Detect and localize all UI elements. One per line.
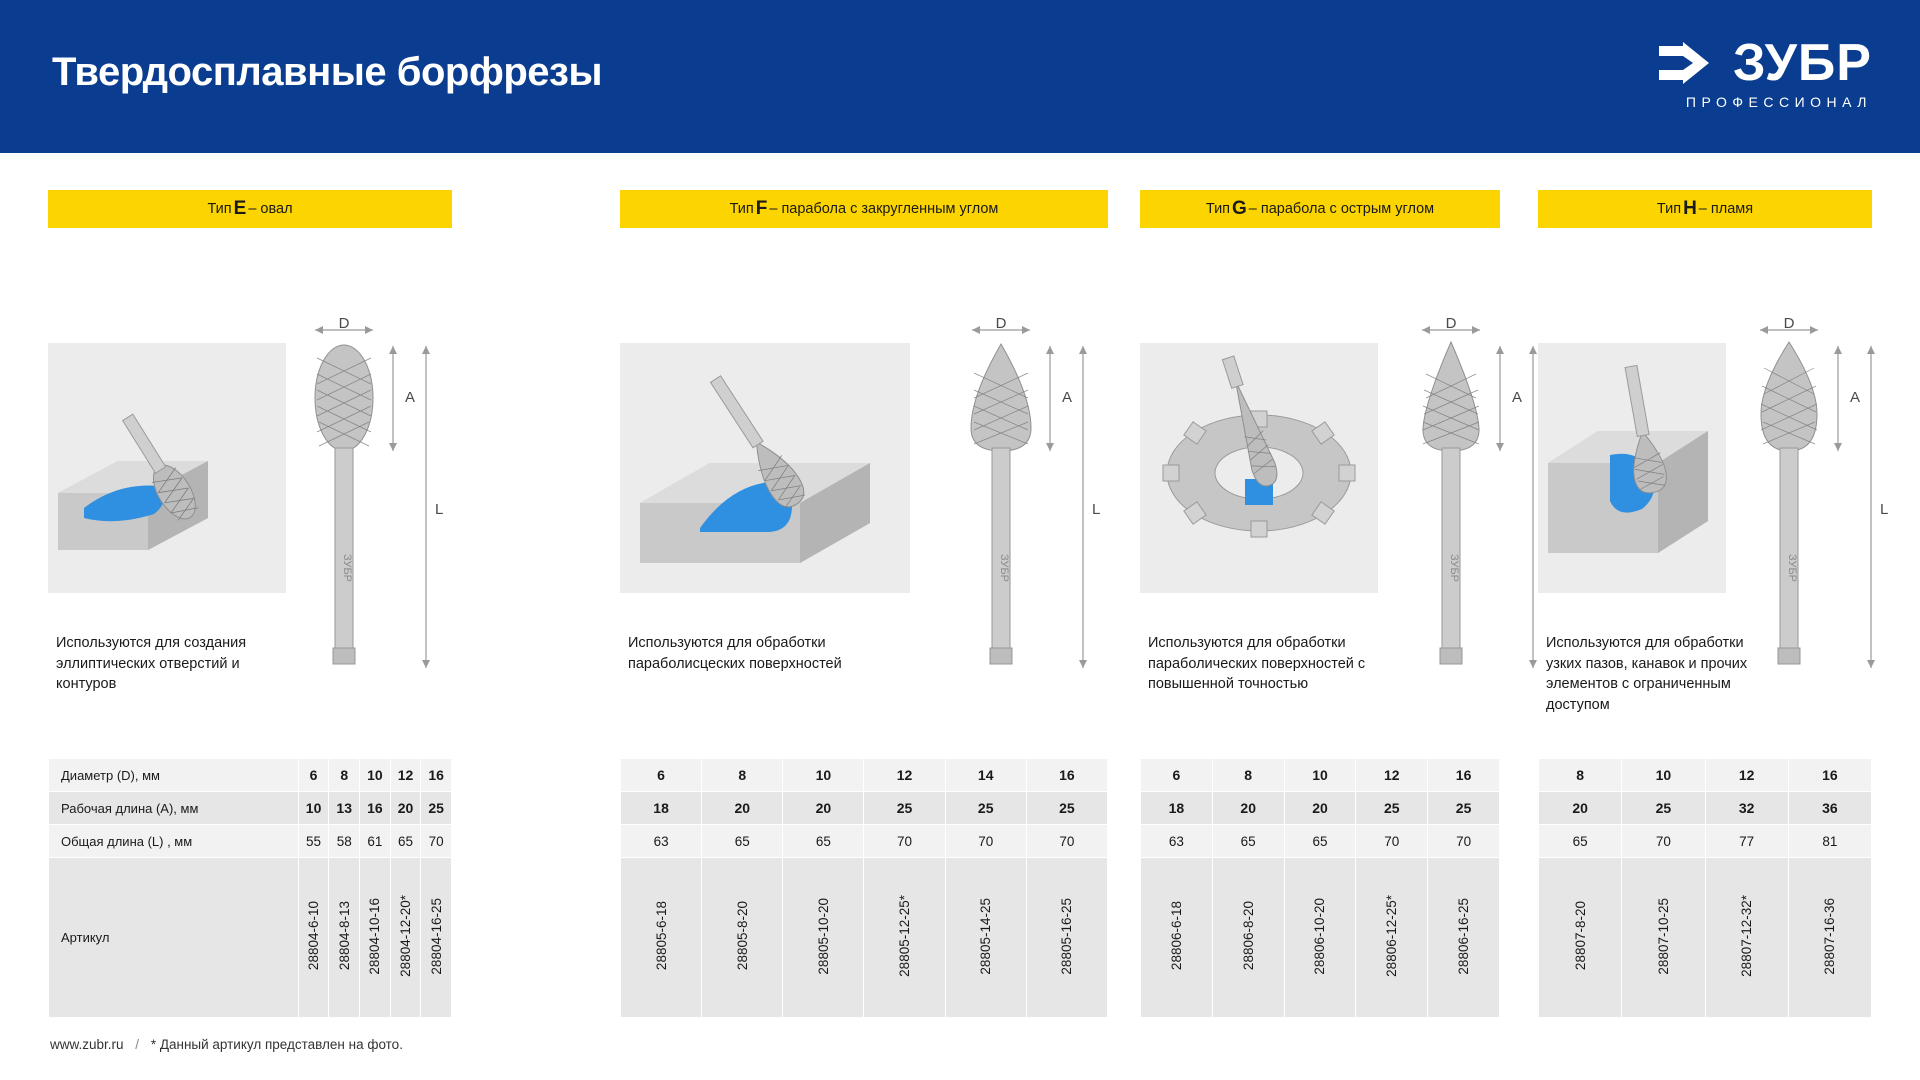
cell-total-length: 70 <box>1622 825 1705 858</box>
cell-diameter: 6 <box>1141 759 1213 792</box>
table-row <box>49 858 452 1018</box>
cell-total-length: 65 <box>702 825 783 858</box>
product-column-e <box>48 190 452 1018</box>
row-label-total-length: Общая длина (L) , мм <box>49 825 299 858</box>
table-row <box>1141 858 1500 1018</box>
cell-work-length: 25 <box>421 792 452 825</box>
article-code: 28805-10-20 <box>815 897 831 975</box>
cell-article <box>298 858 329 1018</box>
table-row <box>621 858 1108 1018</box>
article-code: 28807-8-20 <box>1572 901 1588 971</box>
badge-suffix: – парабола с закругленным углом <box>769 201 999 217</box>
cell-article <box>1705 858 1788 1018</box>
badge-letter: F <box>755 198 768 219</box>
cell-diameter: 16 <box>1788 759 1871 792</box>
article-code: 28806-6-18 <box>1168 901 1184 971</box>
cell-work-length: 10 <box>298 792 329 825</box>
application-photo-f <box>620 343 910 593</box>
application-photo-h <box>1538 343 1726 593</box>
svg-text:A: A <box>405 389 416 406</box>
article-code: 28805-8-20 <box>734 901 750 971</box>
cell-work-length: 25 <box>1356 792 1428 825</box>
cell-diameter: 16 <box>421 759 452 792</box>
cell-diameter: 12 <box>1705 759 1788 792</box>
cell-diameter: 6 <box>298 759 329 792</box>
type-badge-e <box>48 190 452 228</box>
spec-table-h <box>1538 758 1872 1018</box>
usage-description-e: Используются для создания эллиптических отверстий и контуров <box>56 635 247 693</box>
type-badge-h <box>1538 190 1872 228</box>
cell-diameter: 16 <box>1026 759 1107 792</box>
cell-diameter: 14 <box>945 759 1026 792</box>
cell-diameter: 8 <box>329 759 360 792</box>
table-row <box>621 759 1108 792</box>
article-code: 28806-12-25* <box>1384 895 1400 977</box>
cell-total-length: 65 <box>1539 825 1622 858</box>
article-code: 28806-10-20 <box>1312 897 1328 975</box>
illustration-h <box>1538 238 1889 758</box>
cell-diameter: 12 <box>1356 759 1428 792</box>
table-row <box>1539 825 1872 858</box>
cell-total-length: 70 <box>1026 825 1107 858</box>
cell-work-length: 25 <box>1622 792 1705 825</box>
cell-total-length: 65 <box>1284 825 1356 858</box>
cell-work-length: 20 <box>702 792 783 825</box>
illustration-e <box>48 238 452 758</box>
svg-text:L: L <box>1092 501 1101 518</box>
type-badge-g <box>1140 190 1500 228</box>
cell-article <box>1284 858 1356 1018</box>
svg-text:ЗУБР: ЗУБР <box>1786 553 1798 583</box>
cell-article <box>360 858 391 1018</box>
cell-diameter: 10 <box>360 759 391 792</box>
website-link[interactable]: www.zubr.ru <box>50 1037 124 1052</box>
cell-total-length: 55 <box>298 825 329 858</box>
cell-diameter: 8 <box>1212 759 1284 792</box>
cell-article <box>1539 858 1622 1018</box>
cell-total-length: 63 <box>621 825 702 858</box>
table-row <box>49 792 452 825</box>
article-code: 28807-10-25 <box>1655 897 1671 975</box>
cell-diameter: 10 <box>783 759 864 792</box>
cell-article <box>1788 858 1871 1018</box>
svg-text:ЗУБР: ЗУБР <box>998 553 1010 583</box>
cell-article <box>1141 858 1213 1018</box>
cell-diameter: 10 <box>1622 759 1705 792</box>
tool-drawing-g <box>1400 318 1550 748</box>
cell-total-length: 70 <box>1428 825 1500 858</box>
table-row <box>621 825 1108 858</box>
cell-total-length: 70 <box>864 825 945 858</box>
brand-logo <box>1657 34 1872 110</box>
article-code: 28807-16-36 <box>1822 897 1838 975</box>
article-code: 28806-8-20 <box>1240 901 1256 971</box>
row-label-article: Артикул <box>49 858 299 1018</box>
article-code: 28804-16-25 <box>428 897 444 975</box>
cell-work-length: 16 <box>360 792 391 825</box>
article-code: 28805-16-25 <box>1059 897 1075 975</box>
cell-article <box>1622 858 1705 1018</box>
svg-text:A: A <box>1512 389 1523 406</box>
cell-article <box>421 858 452 1018</box>
zubr-arrow-icon <box>1657 40 1721 86</box>
cell-diameter: 8 <box>1539 759 1622 792</box>
svg-text:D: D <box>338 318 350 332</box>
badge-suffix: – пламя <box>1698 201 1754 217</box>
cell-diameter: 16 <box>1428 759 1500 792</box>
page-footer <box>50 1037 403 1052</box>
table-row <box>1141 825 1500 858</box>
illustration-g <box>1140 238 1523 758</box>
usage-description-f: Используются для обработки параболисцеских поверхностей <box>628 635 842 672</box>
badge-letter: H <box>1683 198 1697 219</box>
article-code: 28804-10-16 <box>367 897 383 975</box>
tool-drawing-f <box>950 318 1100 748</box>
tool-drawing-h <box>1738 318 1888 748</box>
cell-diameter: 10 <box>1284 759 1356 792</box>
badge-prefix: Тип <box>1656 201 1682 217</box>
svg-text:D: D <box>995 318 1007 332</box>
spec-table-g <box>1140 758 1500 1018</box>
row-label-work-length: Рабочая длина (А), мм <box>49 792 299 825</box>
spec-table-e <box>48 758 452 1018</box>
cell-article <box>1428 858 1500 1018</box>
cell-total-length: 77 <box>1705 825 1788 858</box>
svg-text:A: A <box>1062 389 1073 406</box>
table-row <box>49 759 452 792</box>
cell-article <box>864 858 945 1018</box>
cell-total-length: 70 <box>945 825 1026 858</box>
cell-total-length: 65 <box>390 825 421 858</box>
cell-total-length: 63 <box>1141 825 1213 858</box>
cell-diameter: 12 <box>864 759 945 792</box>
cell-article <box>621 858 702 1018</box>
svg-text:D: D <box>1445 318 1457 332</box>
cell-work-length: 25 <box>1026 792 1107 825</box>
cell-work-length: 25 <box>864 792 945 825</box>
table-row <box>1141 792 1500 825</box>
usage-description-g: Используются для обработки параболических поверхностей с повышенной точностью <box>1148 635 1366 693</box>
cell-diameter: 6 <box>621 759 702 792</box>
svg-text:D: D <box>1783 318 1795 332</box>
article-code: 28805-6-18 <box>653 901 669 971</box>
article-code: 28806-16-25 <box>1456 897 1472 975</box>
cell-article <box>702 858 783 1018</box>
brand-name: ЗУБР <box>1732 34 1872 92</box>
table-row <box>621 792 1108 825</box>
article-code: 28804-6-10 <box>306 901 322 971</box>
cell-total-length: 70 <box>1356 825 1428 858</box>
application-photo-e <box>48 343 286 593</box>
cell-article <box>945 858 1026 1018</box>
svg-text:L: L <box>1880 501 1889 518</box>
tool-drawing-e <box>293 318 443 748</box>
table-row <box>49 825 452 858</box>
table-row <box>1539 792 1872 825</box>
badge-prefix: Тип <box>207 201 232 217</box>
type-badge-f <box>620 190 1108 228</box>
cell-work-length: 13 <box>329 792 360 825</box>
footer-separator: / <box>135 1037 140 1052</box>
table-row <box>1539 858 1872 1018</box>
cell-work-length: 36 <box>1788 792 1871 825</box>
cell-work-length: 25 <box>1428 792 1500 825</box>
article-code: 28804-12-20* <box>397 895 413 977</box>
cell-work-length: 20 <box>390 792 421 825</box>
badge-letter: G <box>1232 198 1247 219</box>
cell-article <box>1026 858 1107 1018</box>
row-label-diameter: Диаметр (D), мм <box>49 759 299 792</box>
cell-work-length: 20 <box>1212 792 1284 825</box>
footer-note: * Данный артикул представлен на фото. <box>150 1037 403 1052</box>
cell-work-length: 18 <box>1141 792 1213 825</box>
cell-work-length: 32 <box>1705 792 1788 825</box>
cell-work-length: 20 <box>1539 792 1622 825</box>
cell-total-length: 70 <box>421 825 452 858</box>
cell-work-length: 25 <box>945 792 1026 825</box>
product-column-h <box>1538 190 1889 1018</box>
cell-article <box>390 858 421 1018</box>
cell-total-length: 65 <box>1212 825 1284 858</box>
cell-article <box>783 858 864 1018</box>
cell-work-length: 18 <box>621 792 702 825</box>
badge-suffix: – овал <box>248 201 293 217</box>
cell-article <box>1212 858 1284 1018</box>
application-photo-g <box>1140 343 1378 593</box>
article-code: 28805-12-25* <box>897 895 913 977</box>
table-row <box>1141 759 1500 792</box>
svg-text:ЗУБР: ЗУБР <box>1448 553 1460 583</box>
cell-total-length: 81 <box>1788 825 1871 858</box>
badge-prefix: Тип <box>1205 201 1231 217</box>
badge-letter: E <box>233 198 247 219</box>
article-code: 28804-8-13 <box>336 901 352 971</box>
svg-text:A: A <box>1850 389 1861 406</box>
brand-subtitle: ПРОФЕССИОНАЛ <box>1685 94 1872 110</box>
article-code: 28805-14-25 <box>978 897 994 975</box>
badge-prefix: Тип <box>729 201 754 217</box>
article-code: 28807-12-32* <box>1739 895 1755 977</box>
usage-description-h: Используются для обработки узких пазов, канавок и прочих элементов с ограниченным доступом <box>1546 635 1748 713</box>
cell-total-length: 58 <box>329 825 360 858</box>
cell-article <box>329 858 360 1018</box>
cell-diameter: 12 <box>390 759 421 792</box>
page-header <box>0 0 1920 153</box>
svg-text:ЗУБР: ЗУБР <box>341 553 353 583</box>
cell-total-length: 61 <box>360 825 391 858</box>
product-column-f <box>620 190 1108 1018</box>
cell-diameter: 8 <box>702 759 783 792</box>
product-column-g <box>1140 190 1523 1018</box>
table-row <box>1539 759 1872 792</box>
svg-text:L: L <box>435 501 444 518</box>
illustration-f <box>620 238 1108 758</box>
cell-total-length: 65 <box>783 825 864 858</box>
cell-article <box>1356 858 1428 1018</box>
page-title: Твердосплавные борфрезы <box>52 50 603 94</box>
cell-work-length: 20 <box>783 792 864 825</box>
cell-work-length: 20 <box>1284 792 1356 825</box>
badge-suffix: – парабола с острым углом <box>1248 201 1435 217</box>
spec-table-f <box>620 758 1108 1018</box>
